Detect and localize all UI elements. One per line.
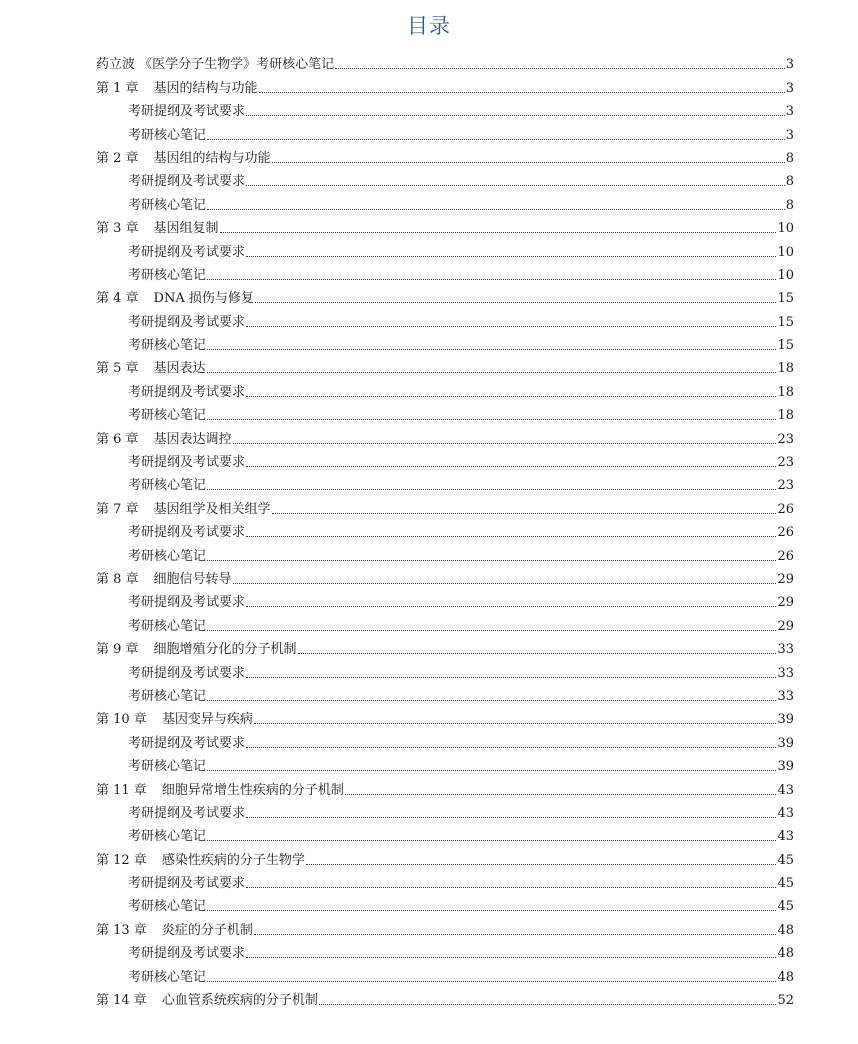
toc-entry-title	[128, 245, 245, 261]
toc-page-number: 39	[777, 759, 794, 775]
toc-page-number: 33	[777, 642, 794, 658]
toc-entry[interactable]	[96, 214, 794, 237]
chapter-number: 第 4 章	[96, 291, 139, 307]
dot-leader	[246, 326, 776, 327]
toc-entry[interactable]	[96, 986, 794, 1009]
toc-subentry[interactable]	[96, 541, 794, 564]
toc-entry-title	[96, 642, 297, 658]
toc-entry-label: 细胞异常增生性疾病的分子机制	[161, 782, 344, 798]
toc-entry-label: 考研核心笔记	[128, 618, 207, 634]
dot-leader	[246, 256, 776, 257]
toc-subentry[interactable]	[96, 518, 794, 541]
toc-entry[interactable]	[96, 494, 794, 517]
toc-subentry[interactable]	[96, 377, 794, 400]
toc-entry-label: 考研提纲及考试要求	[128, 595, 246, 611]
dot-leader	[272, 513, 777, 514]
toc-page-number: 33	[777, 665, 794, 681]
toc-entry[interactable]	[96, 915, 794, 938]
toc-entry-label: 考研提纲及考试要求	[128, 174, 246, 190]
chapter-number: 第 11 章	[96, 782, 147, 798]
chapter-number: 第 6 章	[96, 431, 139, 447]
toc-subentry[interactable]	[96, 307, 794, 330]
toc-subentry[interactable]	[96, 892, 794, 915]
toc-page-number: 29	[777, 618, 794, 634]
toc-page-number: 29	[777, 571, 794, 587]
toc-entry-label: 基因组的结构与功能	[153, 150, 271, 166]
toc-entry-title	[96, 783, 344, 799]
toc-page-number: 3	[785, 80, 794, 96]
toc-entry[interactable]	[96, 705, 794, 728]
toc-entry-label: 基因表达	[153, 361, 206, 377]
toc-entry-label: 考研提纲及考试要求	[128, 805, 246, 821]
dot-leader	[345, 794, 777, 795]
toc-subentry[interactable]	[96, 237, 794, 260]
toc-page-number: 33	[777, 688, 794, 704]
toc-entry-title	[96, 151, 271, 167]
toc-page-number: 15	[777, 291, 794, 307]
toc-entry[interactable]	[96, 775, 794, 798]
toc-entry-title	[128, 619, 206, 635]
toc-page-number: 52	[777, 993, 794, 1009]
toc-entry-title	[96, 432, 232, 448]
toc-entry-label: 心血管系统疾病的分子机制	[161, 993, 318, 1009]
dot-leader	[254, 723, 777, 724]
toc-page-number: 26	[777, 525, 794, 541]
toc-entry-title	[96, 291, 254, 307]
dot-leader	[207, 770, 776, 771]
dot-leader	[246, 536, 776, 537]
toc-entry-label: 考研提纲及考试要求	[128, 384, 246, 400]
toc-page-number: 15	[777, 338, 794, 354]
toc-entry-label: 考研核心笔记	[128, 829, 207, 845]
toc-entry-title	[128, 198, 206, 214]
toc-page-number: 10	[777, 267, 794, 283]
toc-entry-title	[128, 946, 245, 962]
toc-page-number: 39	[777, 735, 794, 751]
toc-entry-label: 基因组学及相关组学	[153, 501, 271, 517]
toc-subentry[interactable]	[96, 588, 794, 611]
toc-subentry[interactable]	[96, 167, 794, 190]
toc-page-number: 18	[777, 361, 794, 377]
toc-subentry[interactable]	[96, 190, 794, 213]
toc-entry-title	[128, 876, 245, 892]
toc-entry-title	[96, 361, 206, 377]
dot-leader	[259, 92, 785, 93]
dot-leader	[246, 185, 785, 186]
dot-leader	[207, 700, 776, 701]
toc-page-number: 23	[777, 478, 794, 494]
toc-entry-title	[128, 174, 245, 190]
dot-leader	[246, 747, 776, 748]
toc-entry-title	[128, 525, 245, 541]
toc-page-number: 3	[785, 127, 794, 143]
dot-leader	[246, 887, 776, 888]
toc-entry-label: 考研提纲及考试要求	[128, 665, 246, 681]
toc-entry-title	[96, 993, 318, 1009]
toc-entry-label: 考研提纲及考试要求	[128, 946, 246, 962]
toc-entry-label: 考研核心笔记	[128, 267, 207, 283]
toc-subentry[interactable]	[96, 97, 794, 120]
dot-leader	[233, 443, 777, 444]
toc-entry-title	[96, 712, 253, 728]
toc-entry-title	[96, 57, 334, 73]
toc-entry-title	[128, 478, 206, 494]
toc-entry-label: 考研核心笔记	[128, 969, 207, 985]
toc-page-number: 48	[777, 922, 794, 938]
dot-leader	[207, 910, 776, 911]
dot-leader	[246, 466, 776, 467]
toc-entry-label: 考研提纲及考试要求	[128, 876, 246, 892]
toc-entry[interactable]	[96, 284, 794, 307]
toc-entry-title	[128, 104, 245, 120]
dot-leader	[335, 68, 785, 69]
toc-subentry[interactable]	[96, 658, 794, 681]
toc-page-number: 43	[777, 829, 794, 845]
toc-entry-title	[128, 689, 206, 705]
dot-leader	[207, 981, 776, 982]
toc-page-number: 43	[777, 805, 794, 821]
chapter-number: 第 1 章	[96, 80, 139, 96]
toc-subentry[interactable]	[96, 611, 794, 634]
toc-subentry[interactable]	[96, 799, 794, 822]
toc-entry-label: 基因变异与疾病	[161, 712, 253, 728]
toc-entry[interactable]	[96, 354, 794, 377]
dot-leader	[246, 957, 776, 958]
toc-subentry[interactable]	[96, 471, 794, 494]
toc-entry-title	[96, 853, 305, 869]
chapter-number: 第 2 章	[96, 150, 139, 166]
toc-page-number: 26	[777, 501, 794, 517]
dot-leader	[246, 817, 776, 818]
toc-entry[interactable]	[96, 144, 794, 167]
chapter-number: 第 8 章	[96, 571, 139, 587]
toc-entry[interactable]	[96, 845, 794, 868]
toc-subentry[interactable]	[96, 401, 794, 424]
toc-entry-title	[128, 736, 245, 752]
dot-leader	[220, 232, 777, 233]
toc-page-number: 45	[777, 852, 794, 868]
chapter-number: 第 9 章	[96, 642, 139, 658]
toc-entry-label: 考研提纲及考试要求	[128, 314, 246, 330]
dot-leader	[298, 653, 777, 654]
toc-entry-label: 药立波 《医学分子生物学》考研核心笔记	[96, 57, 335, 73]
toc-subentry[interactable]	[96, 682, 794, 705]
toc-page-number: 8	[785, 174, 794, 190]
dot-leader	[246, 606, 776, 607]
dot-leader	[207, 349, 776, 350]
toc-entry-title	[96, 923, 253, 939]
toc-entry-title	[128, 385, 245, 401]
toc-entry[interactable]	[96, 73, 794, 96]
toc-entry-label: 考研核心笔记	[128, 688, 207, 704]
toc-page-number: 45	[777, 899, 794, 915]
toc-entry[interactable]	[96, 635, 794, 658]
toc-entry-label: 考研提纲及考试要求	[128, 525, 246, 541]
toc-subentry[interactable]	[96, 822, 794, 845]
toc-subentry[interactable]	[96, 752, 794, 775]
toc-page-number: 48	[777, 969, 794, 985]
dot-leader	[306, 864, 777, 865]
chapter-number: 第 3 章	[96, 221, 139, 237]
toc-page-number: 26	[777, 548, 794, 564]
toc-entry-label: 基因的结构与功能	[153, 80, 258, 96]
dot-leader	[254, 934, 777, 935]
toc-page-number: 8	[785, 150, 794, 166]
chapter-number: 第 12 章	[96, 852, 147, 868]
toc-entry-label: 细胞增殖分化的分子机制	[153, 642, 297, 658]
chapter-number: 第 13 章	[96, 922, 147, 938]
toc-entry-title	[128, 408, 206, 424]
toc-subentry[interactable]	[96, 962, 794, 985]
chapter-number: 第 7 章	[96, 501, 139, 517]
toc-entry-title	[128, 455, 245, 471]
toc-entry-label: 考研提纲及考试要求	[128, 104, 246, 120]
toc-subentry[interactable]	[96, 728, 794, 751]
dot-leader	[319, 1004, 777, 1005]
dot-leader	[207, 630, 776, 631]
toc-page-number: 10	[777, 244, 794, 260]
dot-leader	[233, 583, 777, 584]
toc-page-number: 3	[785, 104, 794, 120]
toc-entry[interactable]	[96, 565, 794, 588]
toc-page-number: 39	[777, 712, 794, 728]
toc-entry-title	[128, 970, 206, 986]
chapter-number: 第 10 章	[96, 712, 147, 728]
toc-entry-title	[96, 81, 258, 97]
toc-page-number: 8	[785, 197, 794, 213]
toc-entry-label: DNA 损伤与修复	[153, 291, 254, 307]
toc-page-number: 10	[777, 221, 794, 237]
toc-entry-label: 考研核心笔记	[128, 338, 207, 354]
toc-entry-label: 考研核心笔记	[128, 478, 207, 494]
toc-entry-title	[96, 221, 219, 237]
toc-subentry[interactable]	[96, 261, 794, 284]
toc-page-number: 3	[785, 57, 794, 73]
dot-leader	[207, 419, 776, 420]
dot-leader	[246, 677, 776, 678]
dot-leader	[246, 396, 776, 397]
toc-entry-title	[128, 268, 206, 284]
toc-entry-title	[128, 899, 206, 915]
dot-leader	[207, 489, 776, 490]
dot-leader	[207, 209, 785, 210]
toc-entry[interactable]	[96, 50, 794, 73]
toc-entry-title	[128, 338, 206, 354]
table-of-contents	[96, 50, 794, 1009]
dot-leader	[207, 372, 777, 373]
dot-leader	[207, 139, 785, 140]
toc-page-number: 48	[777, 946, 794, 962]
dot-leader	[255, 302, 777, 303]
dot-leader	[207, 560, 776, 561]
dot-leader	[272, 162, 785, 163]
toc-entry-title	[128, 595, 245, 611]
toc-entry-label: 考研提纲及考试要求	[128, 455, 246, 471]
toc-entry-label: 感染性疾病的分子生物学	[161, 852, 305, 868]
toc-entry-title	[128, 806, 245, 822]
chapter-number: 第 14 章	[96, 993, 147, 1009]
toc-entry-title	[128, 666, 245, 682]
toc-entry-title	[96, 572, 232, 588]
toc-subentry[interactable]	[96, 120, 794, 143]
toc-page-number: 18	[777, 384, 794, 400]
toc-entry[interactable]	[96, 424, 794, 447]
dot-leader	[207, 840, 776, 841]
dot-leader	[207, 279, 776, 280]
toc-page-number: 23	[777, 455, 794, 471]
toc-entry-label: 考研核心笔记	[128, 197, 207, 213]
toc-entry-label: 考研提纲及考试要求	[128, 735, 246, 751]
toc-entry-label: 炎症的分子机制	[161, 922, 253, 938]
toc-entry-title	[128, 759, 206, 775]
toc-entry-label: 考研核心笔记	[128, 759, 207, 775]
chapter-number: 第 5 章	[96, 361, 139, 377]
toc-subentry[interactable]	[96, 331, 794, 354]
toc-entry-label: 考研核心笔记	[128, 548, 207, 564]
page-title: 目录	[407, 14, 451, 38]
toc-subentry[interactable]	[96, 939, 794, 962]
toc-subentry[interactable]	[96, 869, 794, 892]
toc-entry-label: 考研核心笔记	[128, 127, 207, 143]
toc-entry-label: 基因表达调控	[153, 431, 232, 447]
toc-entry-label: 基因组复制	[153, 221, 219, 237]
toc-entry-title	[128, 315, 245, 331]
toc-subentry[interactable]	[96, 448, 794, 471]
toc-entry-title	[96, 502, 271, 518]
toc-entry-title	[128, 829, 206, 845]
toc-page-number: 15	[777, 314, 794, 330]
toc-entry-label: 考研核心笔记	[128, 899, 207, 915]
toc-page-number: 18	[777, 408, 794, 424]
toc-entry-label: 考研核心笔记	[128, 408, 207, 424]
toc-page-number: 45	[777, 876, 794, 892]
toc-entry-title	[128, 128, 206, 144]
toc-entry-title	[128, 549, 206, 565]
toc-page-number: 29	[777, 595, 794, 611]
toc-entry-label: 考研提纲及考试要求	[128, 244, 246, 260]
toc-entry-label: 细胞信号转导	[153, 571, 232, 587]
toc-page-number: 23	[777, 431, 794, 447]
dot-leader	[246, 115, 785, 116]
toc-page-number: 43	[777, 782, 794, 798]
